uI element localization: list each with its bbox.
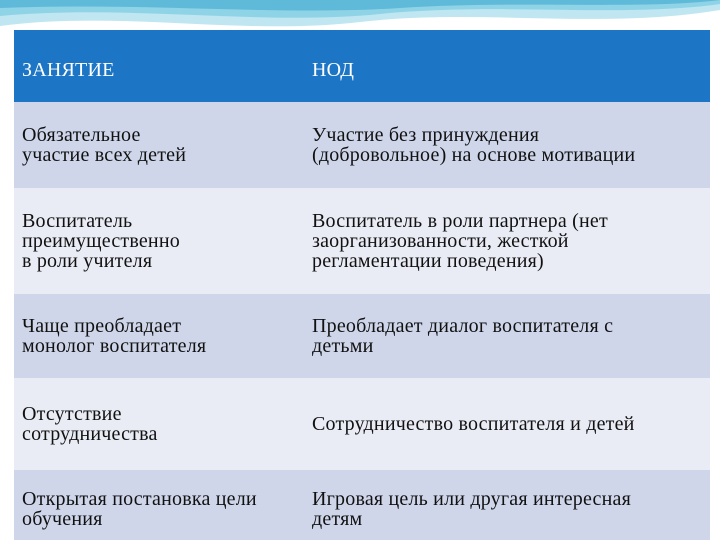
table-row — [14, 188, 710, 294]
cell-zanyatie: Воспитатель преимущественно в роли учителя — [14, 188, 304, 294]
comparison-table-wrapper — [14, 30, 710, 540]
table-header-row — [14, 30, 710, 102]
cell-nod: Игровая цель или другая интересная детям — [304, 470, 710, 540]
table-row — [14, 102, 710, 188]
cell-zanyatie: Обязательное участие всех детей — [14, 102, 304, 188]
cell-zanyatie: Отсутствие сотрудничества — [14, 378, 304, 470]
header-zanyatie: ЗАНЯТИЕ — [14, 30, 304, 102]
cell-nod: Участие без принуждения (добровольное) на основе мотивации — [304, 102, 710, 188]
cell-zanyatie: Чаще преобладает монолог воспитателя — [14, 294, 304, 378]
cell-zanyatie: Открытая постановка цели обучения — [14, 470, 304, 540]
cell-nod: Воспитатель в роли партнера (нет заорганизованности, жесткой регламентации поведения) — [304, 188, 710, 294]
cell-nod: Преобладает диалог воспитателя с детьми — [304, 294, 710, 378]
table-row — [14, 294, 710, 378]
table-row — [14, 470, 710, 540]
table-row — [14, 378, 710, 470]
comparison-table — [14, 30, 710, 540]
header-nod: НОД — [304, 30, 710, 102]
cell-nod: Сотрудничество воспитателя и детей — [304, 378, 710, 470]
